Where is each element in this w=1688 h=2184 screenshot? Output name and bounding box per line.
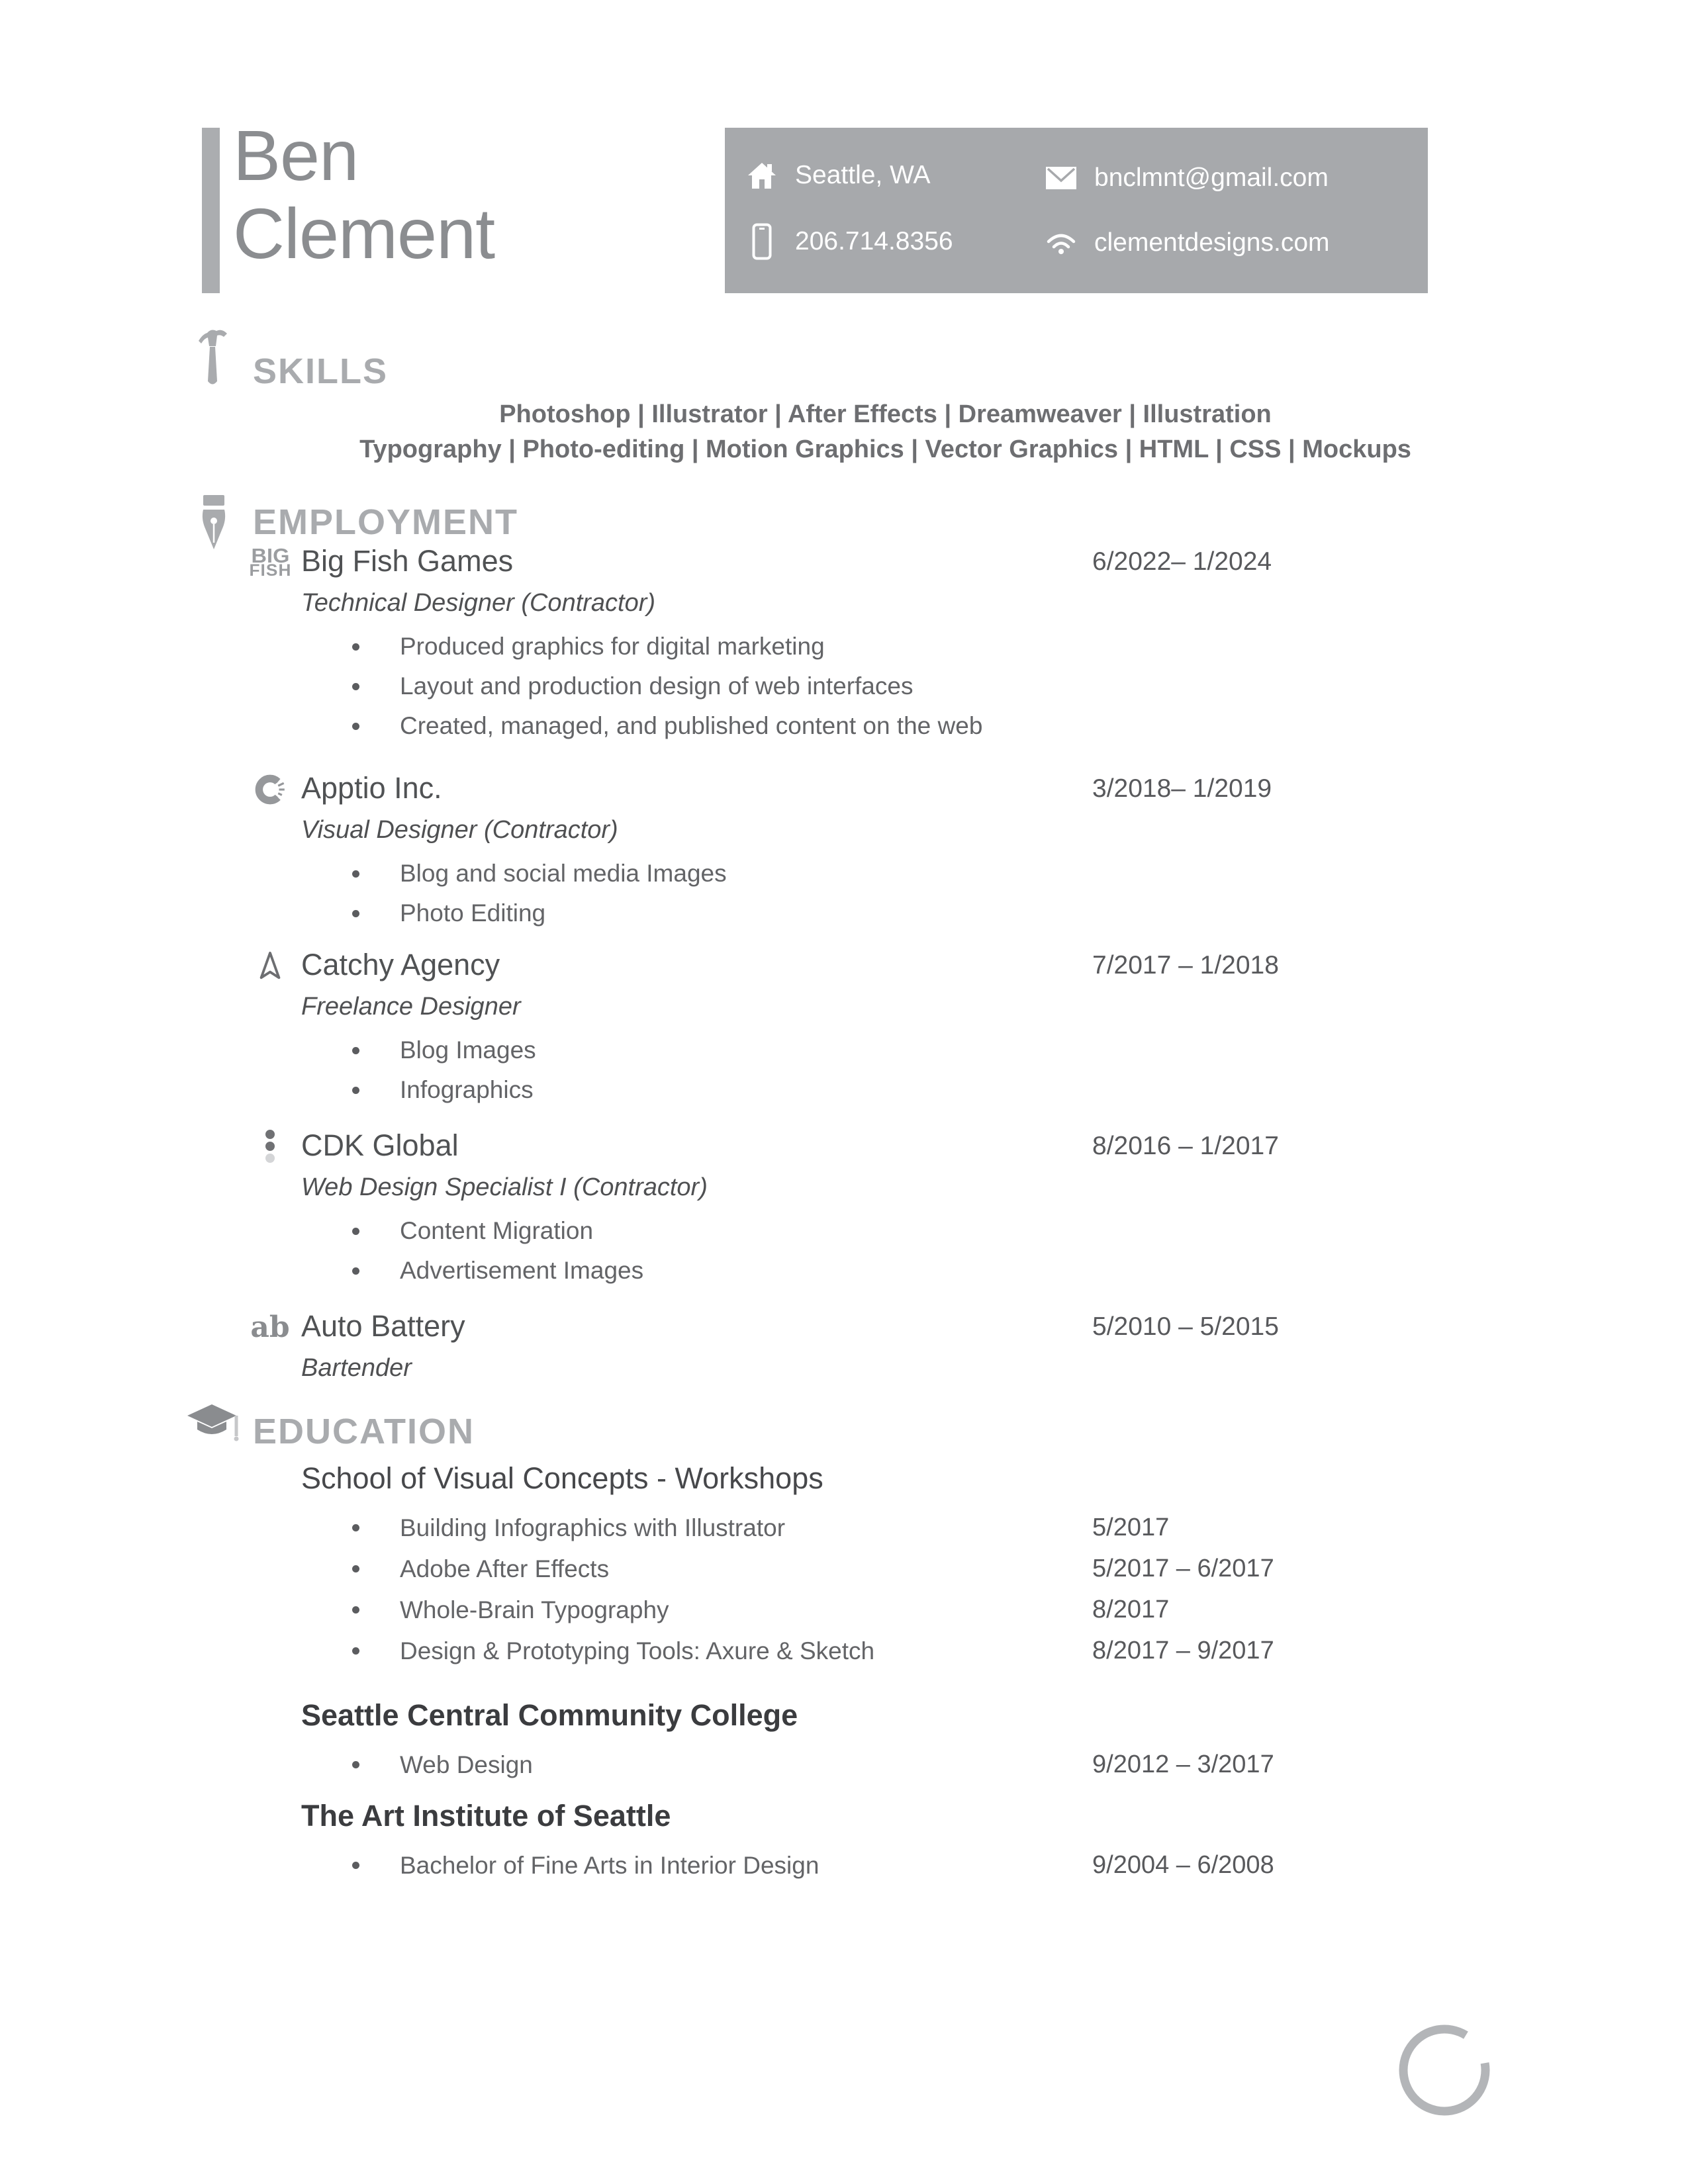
contact-phone — [745, 223, 1044, 260]
job-entry — [245, 1128, 1291, 1291]
bullet-dot — [352, 1524, 359, 1531]
contact-website — [1044, 228, 1428, 257]
bullet-dot — [352, 1606, 359, 1614]
contact-location — [745, 161, 1044, 190]
open-ring-logo — [1397, 2023, 1492, 2118]
education-section-title: EDUCATION — [253, 1412, 475, 1451]
job-role: Visual Designer (Contractor) — [301, 816, 618, 844]
skills-line-2: Typography | Photo-editing | Motion Graphics | Vector Graphics | HTML | CSS | Mockups — [359, 435, 1411, 463]
company-name: Apptio Inc. — [301, 771, 442, 805]
contact-website-text[interactable]: clementdesigns.com — [1094, 228, 1330, 257]
bullet-dot — [352, 1647, 359, 1655]
hammer-icon — [196, 330, 229, 392]
bullet-item — [400, 706, 1291, 746]
job-entry — [245, 544, 1291, 746]
bullet-item — [400, 893, 1291, 933]
pen-nib-icon — [201, 495, 227, 554]
apptio-logo — [245, 768, 295, 811]
graduation-cap-icon — [187, 1404, 242, 1449]
job-dates: 8/2016 – 1/2017 — [1092, 1132, 1279, 1160]
bullet-item — [400, 627, 1291, 666]
job-entry — [245, 771, 1291, 933]
bullet-dot — [352, 643, 359, 651]
school-name: School of Visual Concepts - Workshops — [301, 1461, 823, 1495]
bullet-text: Blog Images — [400, 1036, 536, 1064]
bullet-text: Layout and production design of web interfaces — [400, 672, 914, 700]
skills-line-1: Photoshop | Illustrator | After Effects | Dreamweaver | Illustration — [499, 400, 1272, 428]
contact-column-left — [725, 128, 1044, 293]
job-role: Bartender — [301, 1354, 412, 1382]
email-icon — [1044, 167, 1078, 189]
course-text: Web Design — [400, 1751, 533, 1778]
bullet-dot — [352, 1047, 359, 1054]
contact-column-right — [1044, 128, 1428, 293]
course-list — [245, 1513, 1291, 1666]
job-role: Technical Designer (Contractor) — [301, 589, 656, 617]
job-role: Freelance Designer — [301, 993, 521, 1021]
company-name: Auto Battery — [301, 1309, 465, 1343]
skills-section-title: SKILLS — [253, 351, 389, 391]
bullet-text: Infographics — [400, 1076, 534, 1103]
bullet-dot — [352, 870, 359, 878]
first-name: Ben — [233, 115, 359, 195]
course-item — [400, 1554, 1291, 1584]
bullet-text: Advertisement Images — [400, 1257, 644, 1284]
course-list — [245, 1750, 1291, 1780]
contact-box — [725, 128, 1428, 293]
job-dates: 3/2018– 1/2019 — [1092, 774, 1272, 803]
contact-phone-text: 206.714.8356 — [795, 227, 953, 255]
course-text: Design & Prototyping Tools: Axure & Sketch — [400, 1637, 875, 1664]
bullet-dot — [352, 1862, 359, 1869]
bullet-text: Blog and social media Images — [400, 860, 727, 887]
bullet-item — [400, 666, 1291, 706]
bullet-item — [400, 1030, 1291, 1070]
course-text: Bachelor of Fine Arts in Interior Design — [400, 1852, 820, 1879]
company-name: Catchy Agency — [301, 948, 500, 981]
bullet-dot — [352, 1565, 359, 1572]
course-item — [400, 1750, 1291, 1780]
job-bullet-list — [245, 1030, 1291, 1110]
bullet-item — [400, 1070, 1291, 1110]
home-icon — [745, 161, 779, 189]
bullet-text: Content Migration — [400, 1217, 594, 1244]
school-name: The Art Institute of Seattle — [301, 1799, 671, 1833]
employment-section-title: EMPLOYMENT — [253, 502, 519, 542]
job-entry — [245, 948, 1291, 1110]
bullet-text: Created, managed, and published content on the web — [400, 712, 983, 739]
course-text: Adobe After Effects — [400, 1555, 610, 1582]
contact-email-text[interactable]: bnclmnt@gmail.com — [1094, 163, 1329, 192]
course-item — [400, 1513, 1291, 1543]
person-name — [233, 116, 494, 272]
ab-monogram-logo: ab — [250, 1310, 290, 1344]
company-name: CDK Global — [301, 1128, 459, 1162]
bullet-text: Produced graphics for digital marketing — [400, 633, 825, 660]
bullet-dot — [352, 1267, 359, 1275]
job-bullet-list — [245, 1211, 1291, 1291]
course-list — [245, 1850, 1291, 1880]
bullet-item — [400, 1251, 1291, 1291]
school-name: Seattle Central Community College — [301, 1698, 798, 1732]
contact-email — [1044, 163, 1428, 193]
course-item — [400, 1636, 1291, 1666]
catchy-arrow-logo — [245, 945, 295, 987]
course-item — [400, 1850, 1291, 1880]
job-dates: 7/2017 – 1/2018 — [1092, 951, 1279, 979]
course-dates: 5/2017 — [1092, 1514, 1170, 1541]
job-bullet-list — [245, 627, 1291, 746]
bullet-dot — [352, 683, 359, 690]
company-name: Big Fish Games — [301, 544, 514, 578]
bullet-dot — [352, 1228, 359, 1235]
bullet-dot — [352, 910, 359, 917]
bullet-dot — [352, 723, 359, 730]
course-text: Building Infographics with Illustrator — [400, 1514, 786, 1541]
job-dates: 6/2022– 1/2024 — [1092, 547, 1272, 576]
bullet-dot — [352, 1087, 359, 1094]
course-dates: 8/2017 — [1092, 1596, 1170, 1623]
course-dates: 8/2017 – 9/2017 — [1092, 1637, 1274, 1664]
job-bullet-list — [245, 854, 1291, 933]
last-name: Clement — [233, 193, 495, 273]
education-entry — [245, 1799, 1291, 1891]
big-fish-logo: BIG FISH — [248, 544, 291, 580]
course-dates: 5/2017 – 6/2017 — [1092, 1555, 1274, 1582]
job-entry — [245, 1309, 1291, 1383]
education-entry — [245, 1698, 1291, 1791]
bullet-dot — [352, 1761, 359, 1768]
bullet-text: Photo Editing — [400, 899, 546, 927]
course-item — [400, 1595, 1291, 1625]
job-dates: 5/2010 – 5/2015 — [1092, 1312, 1279, 1341]
wifi-icon — [1044, 230, 1078, 255]
course-dates: 9/2012 – 3/2017 — [1092, 1751, 1274, 1778]
name-accent-bar — [202, 128, 220, 293]
bullet-item — [400, 1211, 1291, 1251]
cdk-dots-logo — [245, 1126, 295, 1168]
phone-icon — [745, 223, 779, 260]
course-dates: 9/2004 – 6/2008 — [1092, 1851, 1274, 1879]
course-text: Whole-Brain Typography — [400, 1596, 669, 1623]
education-entry — [245, 1461, 1291, 1677]
skills-list — [199, 397, 1572, 467]
contact-location-text: Seattle, WA — [795, 161, 931, 189]
job-role: Web Design Specialist I (Contractor) — [301, 1173, 708, 1201]
bullet-item — [400, 854, 1291, 893]
